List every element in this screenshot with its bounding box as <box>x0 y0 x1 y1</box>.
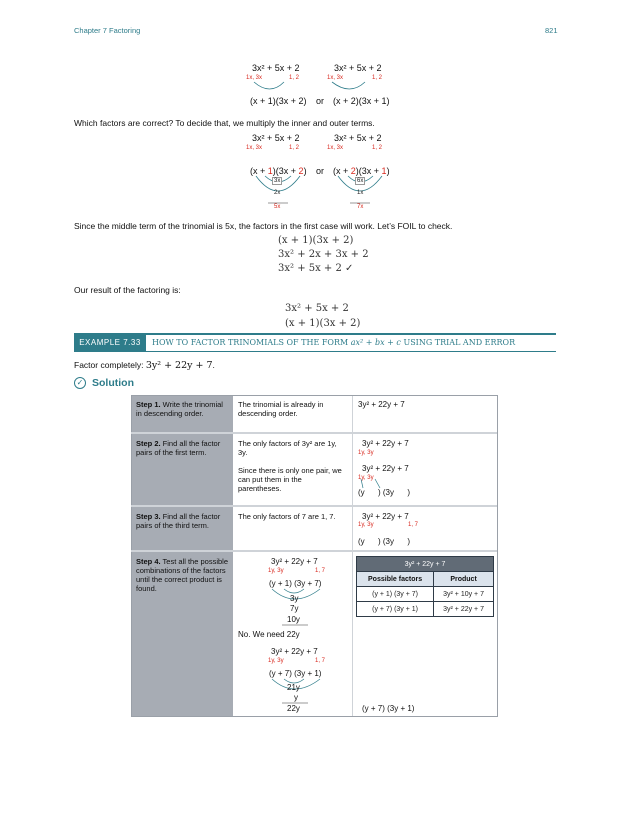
table-right-border <box>497 395 498 717</box>
step-3-work-1: 3y² + 22y + 7 <box>362 512 409 521</box>
pairs-third-right: 1, 2 <box>372 75 383 81</box>
example-prompt: Factor completely: 3y² + 22y + 7. <box>74 360 215 371</box>
trial-1-outer: 7y <box>290 604 299 613</box>
table-top-border <box>131 395 497 396</box>
cell-product: 3y² + 10y + 7 <box>434 587 494 602</box>
paragraph-foil: Since the middle term of the trinomial is 5x, the factors in the first case will work. Let’s FOIL to check. <box>74 221 453 231</box>
trial-2-arcs <box>268 677 338 717</box>
trial-2-inner: 21y <box>287 683 300 692</box>
trial-2-sum: 22y <box>287 704 300 713</box>
outer-product-2: 1x <box>357 190 364 196</box>
step-2-description-1: The only factors of 3y² are 1y, 3y. <box>238 439 337 457</box>
trial-1-pairs-third: 1, 7 <box>315 568 326 574</box>
trial-1-expression: 3y² + 22y + 7 <box>271 557 318 566</box>
step-3-description: The only factors of 7 are 1, 7. <box>238 512 336 521</box>
trinomial-left: 3x² + 5x + 2 <box>252 63 300 73</box>
trial-2-pairs-first: 1y, 3y <box>268 658 284 664</box>
step-3-pairs-third: 1, 7 <box>408 522 419 528</box>
result-trinomial: 3x² + 5x + 2 <box>285 303 349 314</box>
pairs-third-left: 1, 2 <box>289 75 300 81</box>
trial-1-sum: 10y <box>287 615 300 624</box>
trial-1-inner: 3y <box>290 594 299 603</box>
trinomial-left-2: 3x² + 5x + 2 <box>252 133 300 143</box>
trial-2-pairs-third: 1, 7 <box>315 658 326 664</box>
trial-1-arcs <box>268 587 338 627</box>
step-2-work-3: (y ) (3y ) <box>358 488 410 497</box>
header-possible-factors: Possible factors <box>357 572 434 587</box>
cell-product: 3y² + 22y + 7 <box>434 602 494 617</box>
step-2-work-1: 3y² + 22y + 7 <box>362 439 409 448</box>
step-3-label: Step 3. Find all the factor pairs of the third term. <box>136 512 221 530</box>
trial-1-note: No. We need 22y <box>238 630 300 639</box>
option-2-colored: (x + 2)(3x + 1) <box>333 166 390 176</box>
paragraph-inner-outer: Which factors are correct? To decide that, we multiply the inner and outer terms. <box>74 118 375 128</box>
step-2-pairs-1: 1y, 3y <box>358 450 374 456</box>
row-divider-3 <box>131 550 497 552</box>
table-title: 3y² + 22y + 7 <box>357 557 494 572</box>
trial-1-factors: (y + 1) (3y + 7) <box>269 579 322 588</box>
example-badge: EXAMPLE 7.33 <box>74 334 146 351</box>
sum-1: 5x <box>274 204 281 210</box>
pairs-third-right-2: 1, 2 <box>372 145 383 151</box>
check-circle-icon: ✓ <box>74 377 86 389</box>
step-3-work-2: (y ) (3y ) <box>358 537 410 546</box>
sum-2: 7x <box>357 204 364 210</box>
trial-1-pairs-first: 1y, 3y <box>268 568 284 574</box>
option-2: (x + 2)(3x + 1) <box>333 96 390 106</box>
inner-product-2: 6x <box>357 178 364 184</box>
pairs-first-left-2: 1x, 3x <box>246 145 263 151</box>
pairs-first-left: 1x, 3x <box>246 75 263 81</box>
trial-2-outer: y <box>294 693 298 702</box>
or-label: or <box>316 96 325 106</box>
example-top-rule <box>74 333 556 335</box>
final-answer: (y + 7) (3y + 1) <box>362 704 415 713</box>
step-2-work-2: 3y² + 22y + 7 <box>362 464 409 473</box>
step-1-description: The trinomial is already in descending order. <box>238 400 324 418</box>
step-2-label: Step 2. Find all the factor pairs of the first term. <box>136 439 221 457</box>
cell-factors: (y + 7) (3y + 1) <box>357 602 434 617</box>
result-factored: (x + 1)(3x + 2) <box>285 318 361 329</box>
cell-factors: (y + 1) (3y + 7) <box>357 587 434 602</box>
foil-line-2: 3x² + 2x + 3x + 2 <box>278 249 369 260</box>
trinomial-right-2: 3x² + 5x + 2 <box>334 133 382 143</box>
option-1: (x + 1)(3x + 2) <box>250 96 307 106</box>
pairs-first-right-2: 1x, 3x <box>327 145 344 151</box>
trinomial-right: 3x² + 5x + 2 <box>334 63 382 73</box>
step-1-label: Step 1. Write the trinomial in descending order. <box>136 400 223 418</box>
page-number: 821 <box>545 26 558 35</box>
table-row <box>357 602 494 617</box>
foil-line-3: 3x² + 5x + 2 ✓ <box>278 263 354 274</box>
example-bottom-rule <box>74 351 556 352</box>
paragraph-result: Our result of the factoring is: <box>74 285 181 295</box>
table-left-border <box>131 395 132 717</box>
outer-product-1: 2x <box>274 190 281 196</box>
factors-products-table <box>356 556 494 617</box>
step-3-pairs-first: 1y, 3y <box>358 522 374 528</box>
step-2-description-2: Since there is only one pair, we can put them in the parentheses. <box>238 466 342 493</box>
example-title: HOW TO FACTOR TRINOMIALS OF THE FORM ax² + bx + c USING TRIAL AND ERROR <box>152 338 516 347</box>
trial-2-expression: 3y² + 22y + 7 <box>271 647 318 656</box>
solution-heading: Solution <box>92 377 134 389</box>
table-row <box>357 587 494 602</box>
header-product: Product <box>434 572 494 587</box>
option-1-colored: (x + 1)(3x + 2) <box>250 166 307 176</box>
row-divider-1 <box>131 432 497 434</box>
foil-line-1: (x + 1)(3x + 2) <box>278 235 354 246</box>
trial-2-factors: (y + 7) (3y + 1) <box>269 669 322 678</box>
step-1-work: 3y² + 22y + 7 <box>358 400 405 409</box>
row-divider-2 <box>131 505 497 507</box>
step-2-pairs-2: 1y, 3y <box>358 475 374 481</box>
or-label-2: or <box>316 166 325 176</box>
chapter-title: Chapter 7 Factoring <box>74 26 141 35</box>
inner-product-1: 3x <box>274 178 281 184</box>
step-4-label: Step 4. Test all the possible combinations of the factors until the correct product is found. <box>136 557 228 593</box>
pairs-third-left-2: 1, 2 <box>289 145 300 151</box>
table-mid-divider <box>352 395 353 717</box>
pairs-first-right: 1x, 3x <box>327 75 344 81</box>
